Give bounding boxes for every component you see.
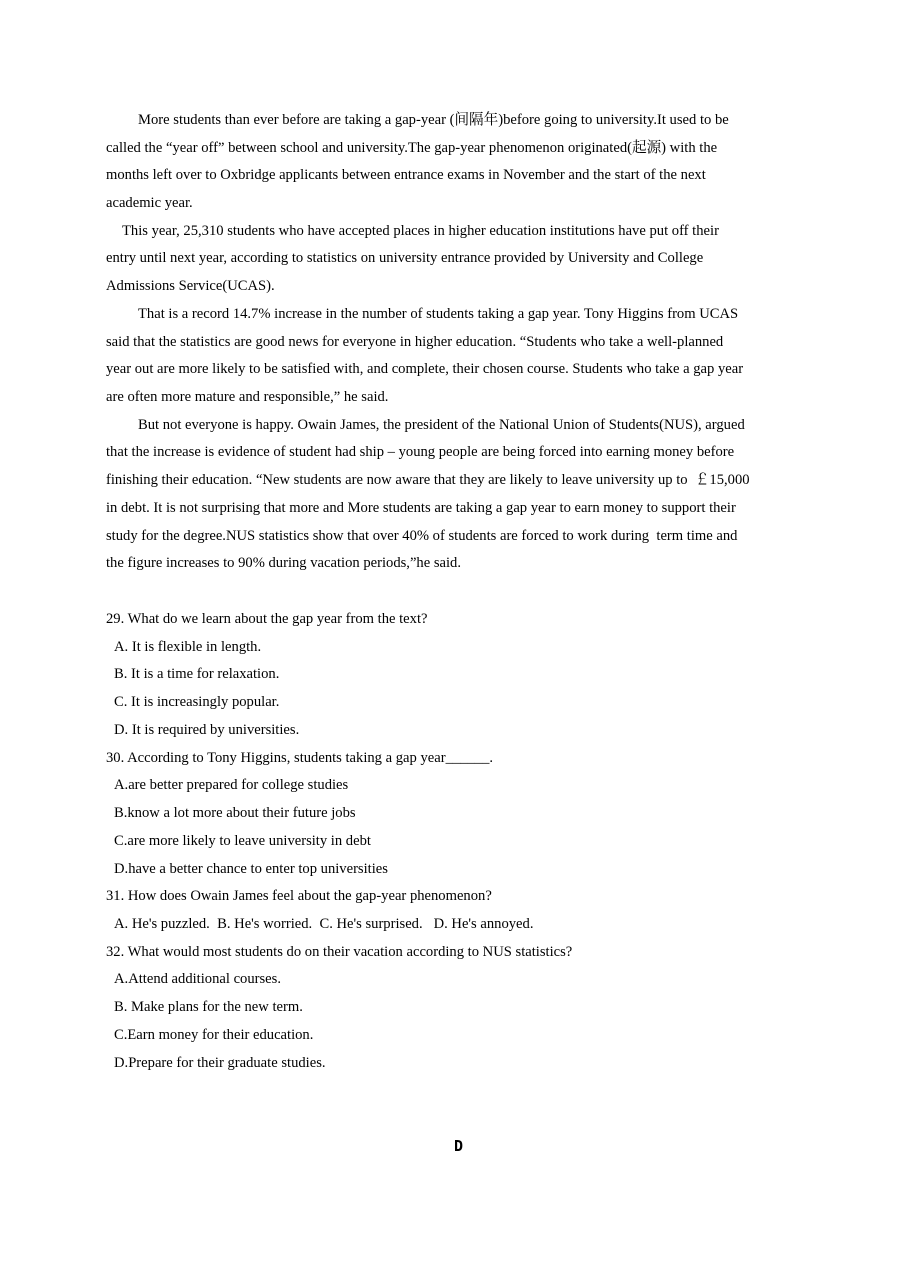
passage-p2-line1: This year, 25,310 students who have accepted places in higher education institutions have put off their [122, 223, 719, 239]
question-29-option-a: A. It is flexible in length. [114, 639, 262, 655]
question-30-option-a: A.are better prepared for college studies [114, 777, 349, 793]
question-31-options: A. He's puzzled. B. He's worried. C. He's surprised. D. He's annoyed. [114, 916, 534, 932]
question-30-stem: 30. According to Tony Higgins, students taking a gap year______. [106, 750, 494, 766]
question-30-option-c: C.are more likely to leave university in debt [114, 833, 371, 849]
question-29-option-b: B. It is a time for relaxation. [114, 666, 280, 682]
passage-p3-line4: are often more mature and responsible,” he said. [106, 389, 389, 405]
question-29-option-d: D. It is required by universities. [114, 722, 300, 738]
passage-p4-line6: the figure increases to 90% during vacation periods,”he said. [106, 555, 461, 571]
question-30-option-b: B.know a lot more about their future jobs [114, 805, 356, 821]
passage-p3-line2: said that the statistics are good news for everyone in higher education. “Students who take a well-planned [106, 334, 724, 350]
question-32-option-c: C.Earn money for their education. [114, 1027, 314, 1043]
question-29-option-c: C. It is increasingly popular. [114, 694, 280, 710]
question-30-option-d: D.have a better chance to enter top universities [114, 861, 388, 877]
passage-p4-line2: that the increase is evidence of student had ship – young people are being forced into earning money before [106, 444, 735, 460]
passage-p4-line5: study for the degree.NUS statistics show that over 40% of students are forced to work during term time and [106, 528, 738, 544]
passage-p1-line3: months left over to Oxbridge applicants between entrance exams in November and the start of the next [106, 167, 706, 183]
question-32-option-d: D.Prepare for their graduate studies. [114, 1055, 326, 1071]
passage-p3-line3: year out are more likely to be satisfied with, and complete, their chosen course. Students who take a gap year [106, 361, 744, 377]
passage-p1-line2: called the “year off” between school and university.The gap-year phenomenon originated(起源) with the [106, 140, 718, 156]
passage-p4-line1: But not everyone is happy. Owain James, the president of the National Union of Students(NUS), argued [138, 417, 745, 433]
question-31-stem: 31. How does Owain James feel about the gap-year phenomenon? [106, 888, 492, 904]
section-marker: D [454, 1137, 464, 1155]
question-29-stem: 29. What do we learn about the gap year from the text? [106, 611, 428, 627]
passage-p3-line1: That is a record 14.7% increase in the number of students taking a gap year. Tony Higgins from UCAS [138, 306, 739, 322]
passage-p2-line2: entry until next year, according to statistics on university entrance provided by University and College [106, 250, 704, 266]
question-32-option-a: A.Attend additional courses. [114, 971, 281, 987]
passage-p1-line1: More students than ever before are taking a gap-year (间隔年)before going to university.It used to be [138, 112, 729, 128]
passage-p1-line4: academic year. [106, 195, 193, 211]
question-32-option-b: B. Make plans for the new term. [114, 999, 303, 1015]
passage-p2-line3: Admissions Service(UCAS). [106, 278, 275, 294]
passage-p4-line4: in debt. It is not surprising that more and More students are taking a gap year to earn money to support their [106, 500, 736, 516]
passage-p4-line3: finishing their education. “New students are now aware that they are likely to leave university up to ￡15,000 [106, 472, 750, 488]
question-32-stem: 32. What would most students do on their vacation according to NUS statistics? [106, 944, 573, 960]
